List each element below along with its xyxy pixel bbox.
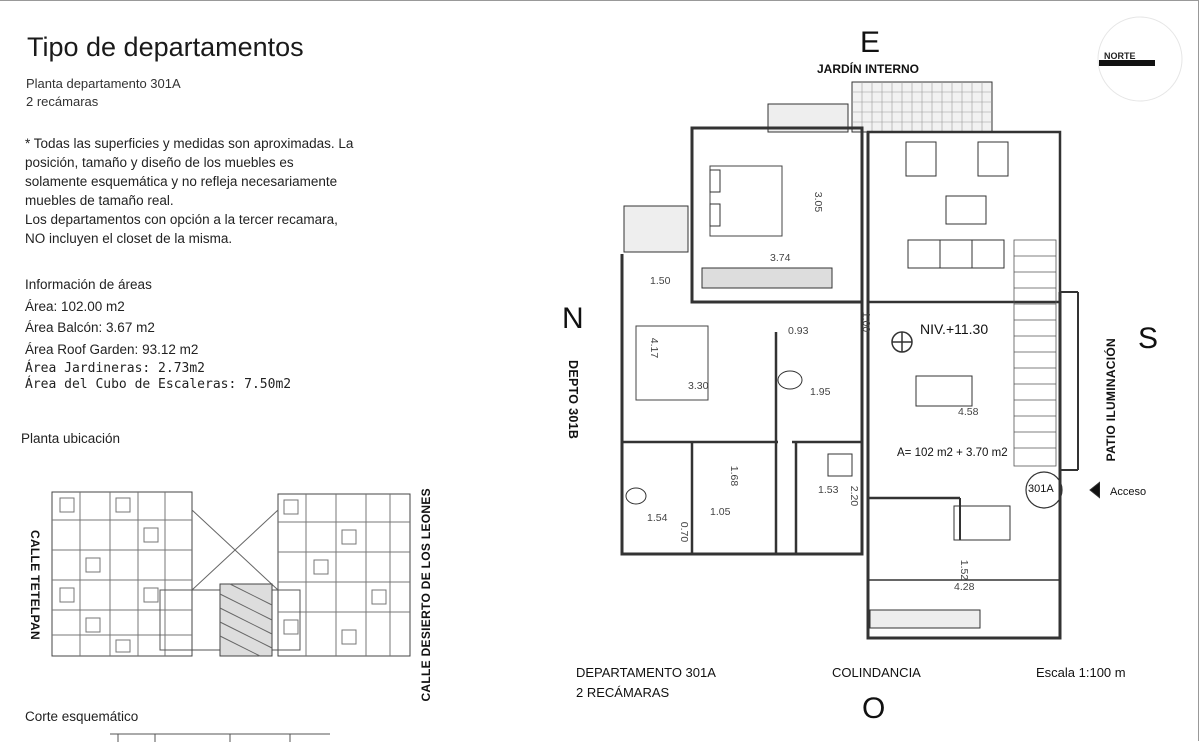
- left-building: [52, 492, 192, 656]
- footer-unit-rooms: 2 RECÁMARAS: [576, 685, 670, 700]
- street-right-label: CALLE DESIERTO DE LOS LEONES: [419, 488, 433, 702]
- areas-heading: Información de áreas: [25, 277, 152, 292]
- floor-plan: [600, 70, 1100, 660]
- garden-label: JARDÍN INTERNO: [817, 62, 920, 76]
- area-item: Área Roof Garden: 93.12 m2: [25, 342, 199, 357]
- patio-label: PATIO ILUMINACIÓN: [1104, 338, 1118, 462]
- balcony-planter: [870, 610, 980, 628]
- dimension: 3.30: [688, 380, 709, 392]
- compass-west: O: [862, 692, 886, 725]
- dimension: 4.28: [954, 581, 975, 593]
- sofa: [908, 240, 1004, 268]
- access-label: Acceso: [1110, 486, 1147, 498]
- unit-tag: 301A: [1028, 483, 1054, 495]
- dimension: 1.54: [647, 512, 668, 524]
- dimension: 4.17: [648, 337, 661, 359]
- page-title: Tipo de departamentos: [27, 32, 304, 62]
- dimension: 1.53: [818, 484, 839, 496]
- dimension: 1.50: [650, 275, 671, 287]
- staircase: [1014, 240, 1056, 466]
- stair-core: [220, 584, 272, 656]
- scale-label: Escala 1:100 m: [1036, 665, 1126, 680]
- coffee-table: [946, 196, 986, 224]
- dimension: 0.93: [788, 325, 809, 337]
- dimension: 1.05: [710, 506, 731, 518]
- section-heading: Corte esquemático: [25, 709, 139, 724]
- boundary-label: COLINDANCIA: [832, 665, 921, 680]
- north-tag: NORTE: [1104, 51, 1136, 61]
- bedroom-2: [622, 254, 862, 554]
- area-item: Área Jardineras: 2.73m2: [25, 361, 206, 376]
- dimension: 1.95: [810, 386, 831, 398]
- disclaimer-note: [25, 134, 415, 248]
- closet-1: [702, 268, 832, 288]
- footer-unit-name: DEPARTAMENTO 301A: [576, 665, 716, 680]
- area-item: Área: 102.00 m2: [25, 299, 125, 314]
- dimension: 2.20: [848, 485, 861, 507]
- dining-table: [916, 376, 972, 406]
- compass-south: S: [1138, 322, 1159, 355]
- dimension: 0.70: [678, 521, 691, 543]
- plan-name: Planta departamento 301A: [26, 76, 181, 91]
- dimension: 3.05: [812, 191, 825, 213]
- neighbor-unit-label: DEPTO 301B: [566, 360, 580, 440]
- compass-north: N: [562, 302, 584, 335]
- dimension: 1.52: [958, 559, 971, 581]
- street-left-label: CALLE TETELPAN: [28, 530, 42, 640]
- bed-1: [710, 166, 782, 236]
- compass-east: E: [860, 26, 881, 59]
- dimension: 1.68: [728, 465, 741, 487]
- note-line: NO incluyen el closet de la misma.: [25, 231, 233, 246]
- kitchen-counter: [954, 506, 1010, 540]
- note-line: Los departamentos con opción a la tercer recamara,: [25, 212, 338, 227]
- dimension: 3.74: [770, 252, 791, 264]
- dimension: 4.58: [958, 406, 979, 418]
- level-label: NIV.+11.30: [920, 321, 989, 337]
- section-sketch: [110, 728, 330, 742]
- note-line: muebles de tamaño real.: [25, 193, 174, 208]
- location-heading: Planta ubicación: [21, 431, 121, 446]
- area-item: Área Balcón: 3.67 m2: [25, 320, 155, 335]
- note-line: solamente esquemática y no refleja necesariamente: [25, 174, 338, 189]
- site-plan: [20, 480, 430, 710]
- bedroom-count: 2 recámaras: [26, 94, 99, 109]
- armchair: [906, 142, 936, 176]
- planter-left: [624, 206, 688, 252]
- area-formula: A= 102 m2 + 3.70 m2: [897, 447, 1008, 459]
- dimension: 1.00: [860, 311, 873, 333]
- note-line: posición, tamaño y diseño de los muebles es: [25, 155, 294, 170]
- area-item: Área del Cubo de Escaleras: 7.50m2: [25, 377, 292, 392]
- armchair: [978, 142, 1008, 176]
- note-line: * Todas las superficies y medidas son aproximadas. La: [25, 136, 354, 151]
